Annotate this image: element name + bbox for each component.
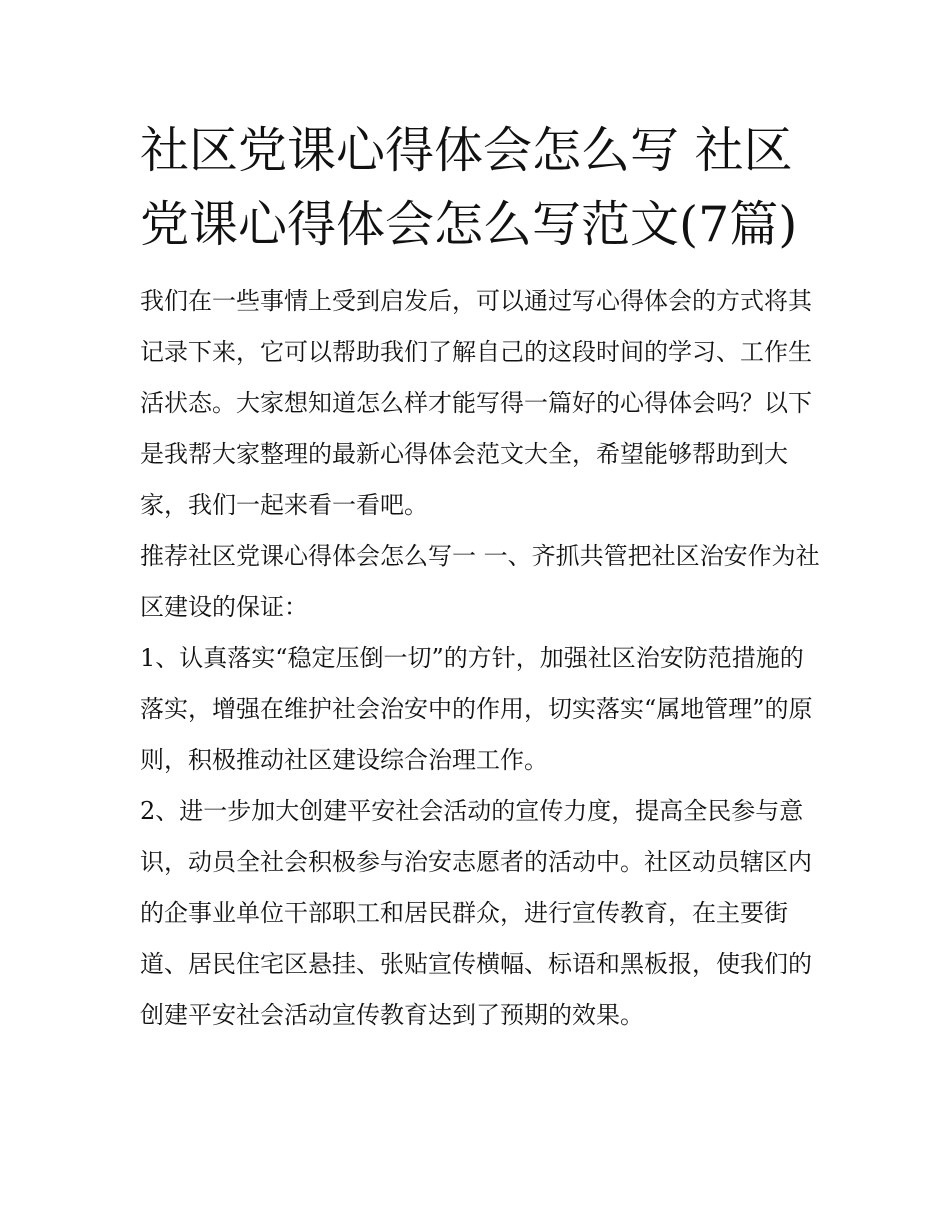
document-title: 社区党课心得体会怎么写 社区党课心得体会怎么写范文(7篇) bbox=[140, 122, 798, 253]
point-2-paragraph: 2、进一步加大创建平安社会活动的宣传力度，提高全民参与意识，动员全社会积极参与治安志愿者的活动中。社区动员辖区内的企事业单位干部职工和居民群众，进行宣传教育，在主要街道、居民住宅区悬挂、张贴宣传横幅、标语和黑板报，使我们的创建平安社会活动宣传教育达到了预期的效果。 bbox=[140, 797, 812, 1029]
intro-paragraph: 我们在一些事情上受到启发后，可以通过写心得体会的方式将其记录下来，它可以帮助我们了解自己的这段时间的学习、工作生活状态。大家想知道怎么样才能写得一篇好的心得体会吗？以下是我帮大家整理的最新心得体会范文大全，希望能够帮助到大家，我们一起来看一看吧。 bbox=[140, 287, 812, 519]
document-body bbox=[140, 276, 820, 1041]
point-1-paragraph: 1、认真落实“稳定压倒一切”的方针，加强社区治安防范措施的落实，增强在维护社会治安中的作用，切实落实“属地管理”的原则，积极推动社区建设综合治理工作。 bbox=[140, 644, 813, 774]
section-heading-paragraph: 推荐社区党课心得体会怎么写一 一、齐抓共管把社区治安作为社区建设的保证： bbox=[140, 542, 820, 621]
document-page bbox=[140, 114, 820, 1041]
